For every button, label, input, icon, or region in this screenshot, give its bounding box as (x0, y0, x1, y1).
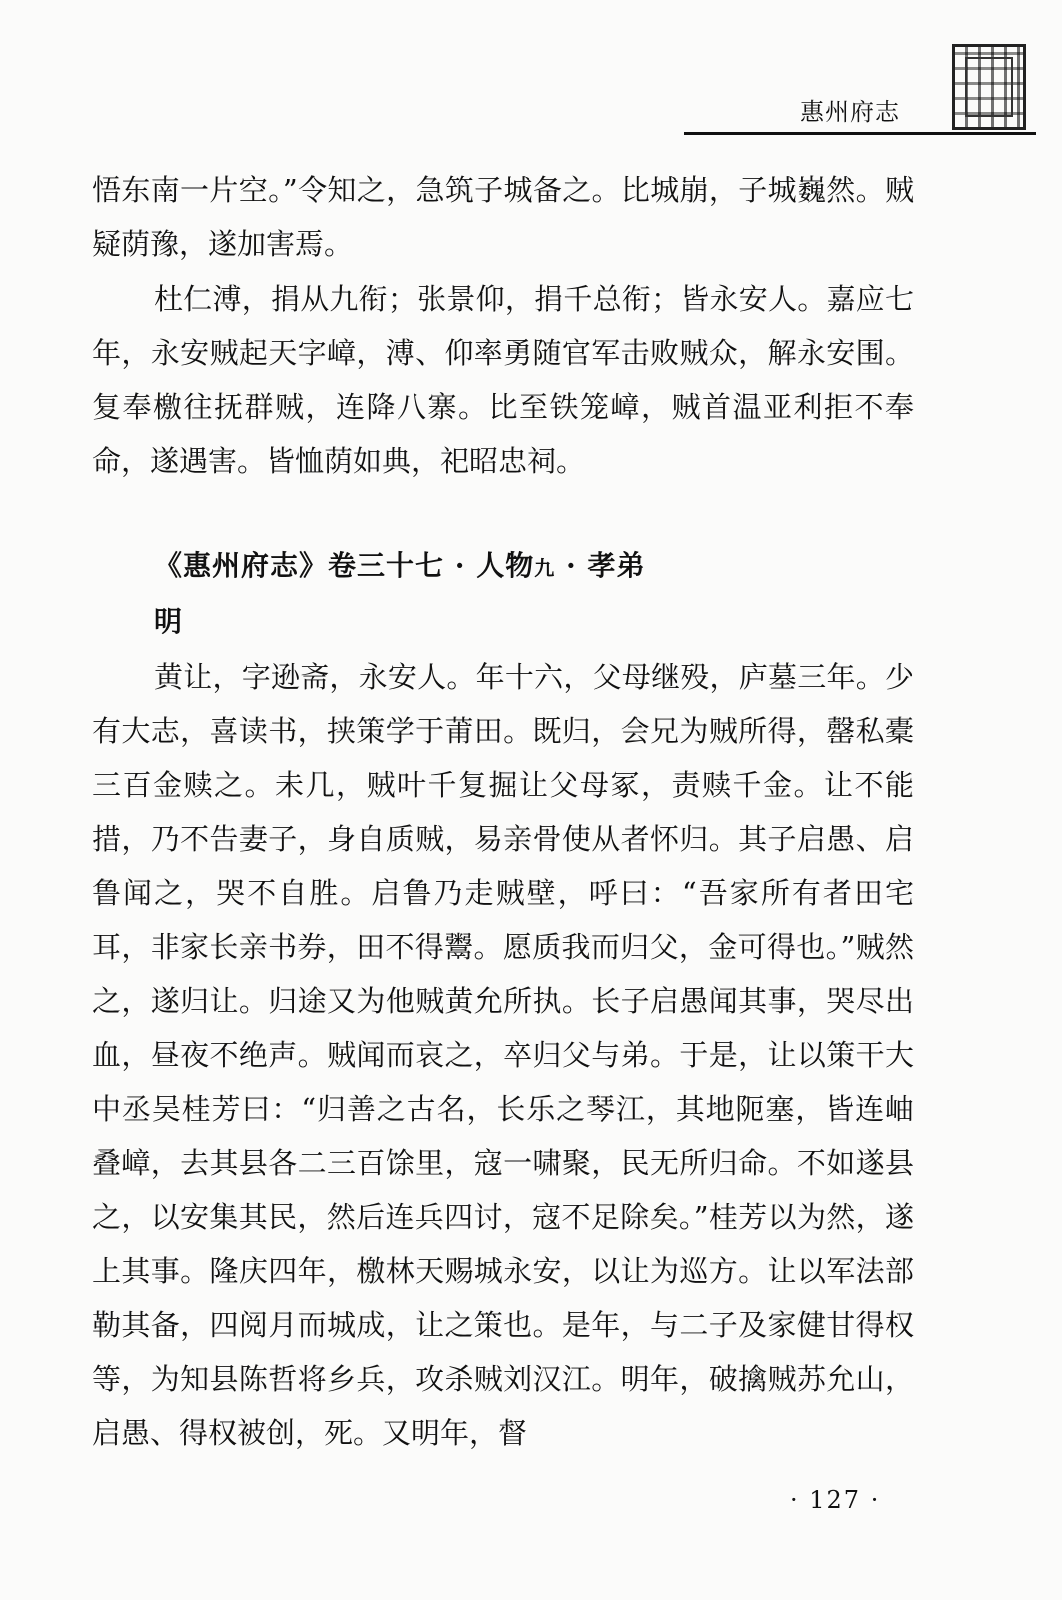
seal-stamp-icon (952, 44, 1026, 130)
header-rule (684, 132, 1036, 135)
paragraph-1-text: 悟东南一片空。”令知之，急筑子城备之。比城崩，子城巍然。贼疑荫豫，遂加害焉。 (92, 173, 914, 261)
era-heading: 明 (154, 605, 183, 638)
section-heading-small: 九 (534, 556, 556, 580)
page-number: · 127 · (790, 1486, 881, 1514)
section-heading-main: 《惠州府志》卷三十七 · 人物 (154, 549, 535, 582)
paragraph-2-text: 杜仁溥，捐从九衔；张景仰，捐千总衔；皆永安人。嘉应七年，永安贼起天字嶂，溥、仰率勇随官军击败贼众，解永安围。复奉檄往抚群贼，连降八寨。比至铁笼嶂，贼首温亚利拒不奉命，遂遇害。皆恤荫如典，祀昭忠祠。 (92, 282, 914, 478)
paragraph-3-text: 黄让，字逊斋，永安人。年十六，父母继殁，庐墓三年。少有大志，喜读书，挟策学于莆田。既归，会兄为贼所得，罄私橐三百金赎之。未几，贼叶千复掘让父母冢，责赎千金。让不能措，乃不告妻子，身自质贼，易亲骨使从者怀归。其子启愚、启鲁闻之，哭不自胜。启鲁乃走贼壁，呼曰：“吾家所有者田宅耳，非家长亲书券，田不得鬻。愿质我而归父，金可得也。”贼然之，遂归让。归途又为他贼黄允所执。长子启愚闻其事，哭尽出血，昼夜不绝声。贼闻而哀之，卒归父与弟。于是，让以策干大中丞吴桂芳曰：“归善之古名，长乐之琴江，其地阨塞，皆连岫叠嶂，去其县各二三百馀里，寇一啸聚，民无所归命。不如遂县之，以安集其民，然后连兵四讨，寇不足除矣。”桂芳以为然，遂上其事。隆庆四年，檄林天赐城永安，以让为巡方。让以军法部勒其备，四阅月而城成，让之策也。是年，与二子及家健甘得权等，为知县陈哲将乡兵，攻杀贼刘汉江。明年，破擒贼苏允山，启愚、得权被创，死。又明年，督 (92, 660, 914, 1450)
running-head-title: 惠州府志 (800, 98, 900, 126)
paragraph-1 (92, 163, 914, 271)
section-heading (154, 544, 646, 584)
paragraph-2 (92, 272, 914, 488)
section-heading-tail: · 孝弟 (555, 549, 646, 582)
paragraph-3 (92, 650, 914, 1460)
